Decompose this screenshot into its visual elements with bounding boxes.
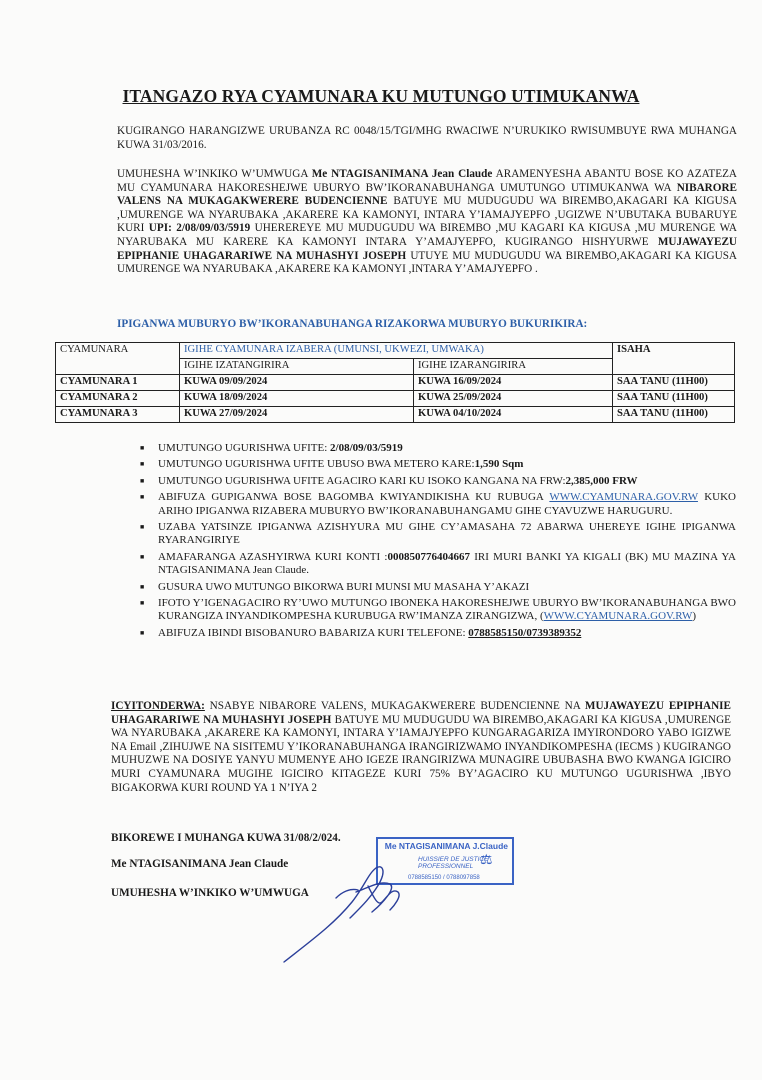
- list-item: [140, 475, 736, 488]
- auction-name: CYAMUNARA 3: [56, 407, 180, 423]
- bullet-text: AMAFARANGA AZASHYIRWA KURI KONTI :: [158, 550, 388, 563]
- property-area: 1,590 Sqm: [474, 458, 524, 471]
- auction-start: KUWA 18/09/2024: [180, 391, 414, 407]
- bullet-text: UMUTUNGO UGURISHWA UFITE:: [158, 442, 331, 454]
- bullet-text: ABIFUZA GUPIGANWA BOSE BAGOMBA KWIYANDIKISHA KU RUBUGA: [158, 491, 550, 504]
- bullet-text: KUKO ARIHO IPIGANWA RIZABERA MUBURYO BW’IKORANABUHANGAMU GIHE CYAVUZWE HARUGURU.: [158, 491, 736, 517]
- signer-role: UMUHESHA W’INKIKO W’UMWUGA: [111, 887, 309, 899]
- auction-end: KUWA 25/09/2024: [414, 391, 613, 407]
- auction-name: CYAMUNARA 1: [56, 375, 180, 391]
- announcement-paragraph: [117, 168, 737, 277]
- list-item: [140, 491, 736, 518]
- scales-icon: ⚖: [480, 851, 493, 867]
- table-row: [56, 375, 735, 391]
- note-paragraph: [111, 700, 731, 795]
- intro-paragraph: [117, 125, 737, 152]
- signer-name: Me NTAGISANIMANA Jean Claude: [111, 858, 289, 870]
- stamp-phone: 0788585150 / 0788097858: [408, 875, 480, 881]
- place-date: BIKOREWE I MUHANGA KUWA 31/08/2/024.: [111, 832, 341, 844]
- table-row: [56, 391, 735, 407]
- list-item: [140, 581, 736, 594]
- col-auction-header: CYAMUNARA: [56, 343, 180, 375]
- col-time-header: ISAHA: [613, 343, 735, 375]
- note-label: ICYITONDERWA:: [111, 700, 205, 712]
- creditor-name: MUJAWAYEZU EPIPHANIE UHAGARARIWE NA MUHASHYI JOSEPH: [117, 235, 737, 262]
- auction-name: CYAMUNARA 2: [56, 391, 180, 407]
- stamp-name: Me NTAGISANIMANA J.Claude: [384, 841, 508, 851]
- bullet-text: ): [692, 610, 697, 623]
- handwritten-signature: [272, 862, 422, 972]
- list-item: [140, 551, 736, 578]
- list-item: [140, 627, 736, 640]
- note-b: BATUYE MU MUDUGUDU WA BIREMBO,AKAGARI KA KIGUSA ,UMURENGE WA NYARUBAKA ,AKARERE KA KAMONYI, INTARA Y’IAMAJYEPFO KUNGARAGARIZA IMYIRONDORO YABO IGIZWE NA Email ,ZIHUJWE NA SISITEMU Y’IKORANABUHANGA IRANGIRIZWAMO INYANDIKOMPESHA (IECMS ) KUGIRANGO MUHUZWE NA DOSIYE YANYU MUMENYE AHO IGEZE IRANGIRIZWA MUNAGIRE UBUBASHA BWO KWANGA IGICIRO MURI CYAMUNARA MUGIHE IGICIRO KITAGEZE KURI 75% BY’AGACIRO KU MUTUNGO UGURISHWA ,IBYO BIGAKORWA KURI ROUND YA 1 N’IYA 2: [111, 713, 732, 794]
- bullet-text: UZABA YATSINZE IPIGANWA AZISHYURA MU GIHE CY’AMASAHA 72 ABARWA UHEREYE IGIHE IPIGANWA RYARANGIRIYE: [158, 521, 736, 547]
- list-item: [140, 442, 736, 455]
- auction-time: SAA TANU (11H00): [613, 391, 735, 407]
- bullet-text: GUSURA UWO MUTUNGO BIKORWA BURI MUNSI MU MASAHA Y’AKAZI: [158, 580, 530, 593]
- p2-b: ARAMENYESHA ABANTU BOSE KO AZATEZA MU CYAMUNARA HAKORESHEJWE UBURYO BW’IKORANABUHANGA UMUTUNGO UTIMUKANWA WA: [117, 168, 737, 194]
- p2-a: UMUHESHA W’INKIKO W’UMWUGA: [117, 168, 312, 180]
- p2-e: UTUYE MU MUDUGUDU WA BIREMBO,AKAGARI KA KIGUSA UMURENGE WA NYARUBAKA ,AKARERE KA KAMONYI ,INTARA Y’AMAJYEPFO .: [117, 249, 738, 276]
- bailiff-name: Me NTAGISANIMANA Jean Claude: [311, 168, 493, 180]
- intro-text: KUGIRANGO HARANGIZWE URUBANZA RC 0048/15/TGI/MHG RWACIWE N’URUKIKO RWISUMBUYE RWA MUHANGA KUWA 31/03/2016.: [117, 125, 737, 151]
- p2-d: UHEREREYE MU MUDUGUDU WA BIREMBO ,MU KAGARI KA KIGUSA ,MU MURENGE WA NYARUBAKA MU KARERE KA KAMONYI INTARA Y’AMAJYEPFO, KUGIRANGO HISHYURWE: [117, 222, 737, 248]
- details-list: [140, 442, 736, 643]
- bullet-text: IRI MURI BANKI YA KIGALI (BK) MU MAZINA YA NTAGISANIMANA Jean Claude.: [158, 550, 737, 577]
- auction-schedule-table: [55, 342, 735, 423]
- table-row: [56, 407, 735, 423]
- auction-start: KUWA 27/09/2024: [180, 407, 414, 423]
- note-creditor: MUJAWAYEZU EPIPHANIE UHAGARARIWE NA MUHASHYI JOSEPH: [111, 700, 731, 726]
- phone-numbers: 0788585150/0739389352: [468, 626, 582, 639]
- auction-end: KUWA 16/09/2024: [414, 375, 613, 391]
- account-number: 000850776404667: [387, 550, 470, 563]
- cyamunara-link[interactable]: WWW.CYAMUNARA.GOV.RW: [549, 491, 698, 504]
- col-end-header: IGIHE IZARANGIRIRA: [414, 359, 613, 375]
- bullet-text: UMUTUNGO UGURISHWA UFITE AGACIRO KARI KU ISOKO KANGANA NA FRW:: [158, 474, 566, 487]
- document-title: ITANGAZO RYA CYAMUNARA KU MUTUNGO UTIMUKANWA: [122, 86, 640, 106]
- col-date-header: IGIHE CYAMUNARA IZABERA (UMUNSI, UKWEZI, UMWAKA): [180, 343, 613, 359]
- auction-start: KUWA 09/09/2024: [180, 375, 414, 391]
- p2-c: BATUYE MU MUDUGUDU WA BIREMBO,AKAGARI KA KIGUSA ,UMURENGE WA NYARUBAKA ,AKARERE KA KAMONYI, INTARA Y’IAMAJYEPFO ,UGIZWE N’UBUTAKA BUBARUYE KURI: [117, 195, 737, 235]
- bullet-text: IFOTO Y’IGENAGACIRO RY’UWO MUTUNGO IBONEKA HAKORESHEJWE UBURYO BW’IKORANABUHANGA BWO KURANGIZA INYANDIKOMPESHA KURUBUGA RW’IMANZA ZIRANGIZWA, (: [158, 597, 736, 623]
- auction-end: KUWA 04/10/2024: [414, 407, 613, 423]
- list-item: [140, 597, 736, 624]
- property-value: 2,385,000 FRW: [565, 474, 638, 487]
- list-item: [140, 521, 736, 548]
- stamp-role: HUISSIER DE JUSTICE PROFESSIONNEL: [418, 856, 489, 870]
- auction-time: SAA TANU (11H00): [613, 375, 735, 391]
- bullet-text: UMUTUNGO UGURISHWA UFITE UBUSO BWA METERO KARE:: [158, 458, 475, 471]
- col-start-header: IGIHE IZATANGIRIRA: [180, 359, 414, 375]
- property-owners: NIBARORE VALENS NA MUKAGAKWERERE BUDENCIENNE: [117, 181, 737, 208]
- note-a: NSABYE NIBARORE VALENS, MUKAGAKWERERE BUDENCIENNE NA: [204, 700, 585, 712]
- auction-time: SAA TANU (11H00): [613, 407, 735, 423]
- property-upi: 2/08/09/03/5919: [330, 442, 403, 454]
- bullet-text: ABIFUZA IBINDI BISOBANURO BABARIZA KURI TELEFONE:: [158, 626, 469, 639]
- schedule-heading: IPIGANWA MUBURYO BW’IKORANABUHANGA RIZAKORWA MUBURYO BUKURIKIRA:: [117, 318, 588, 330]
- list-item: [140, 458, 736, 471]
- cyamunara-link[interactable]: WWW.CYAMUNARA.GOV.RW: [543, 610, 693, 623]
- upi-number: UPI: 2/08/09/03/5919: [148, 222, 251, 235]
- table-header-row: [56, 343, 735, 359]
